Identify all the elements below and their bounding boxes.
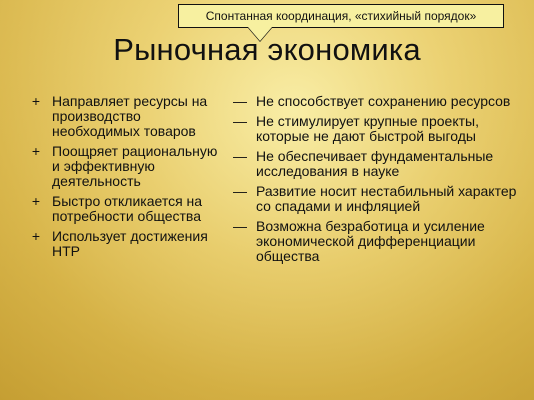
- dash-marker: —: [233, 148, 247, 164]
- cons-item: [232, 94, 518, 109]
- cons-item-text: Не обеспечивает фундаментальные исследования в науке: [256, 148, 494, 179]
- pros-item-text: Использует достижения НТР: [52, 228, 208, 259]
- dash-marker: —: [233, 113, 247, 129]
- cons-item-text: Развитие носит нестабильный характер со спадами и инфляцией: [256, 183, 517, 214]
- plus-marker: +: [31, 143, 41, 159]
- pros-item-text: Направляет ресурсы на производство необходимых товаров: [52, 93, 208, 139]
- cons-item: [232, 114, 518, 144]
- pros-item: [28, 194, 224, 224]
- pros-item: [28, 94, 224, 139]
- pros-item-text: Быстро откликается на потребности общества: [52, 193, 203, 224]
- cons-item: [232, 219, 518, 264]
- page-title: Рыночная экономика: [113, 32, 421, 67]
- cons-item-text: Не способствует сохранению ресурсов: [256, 93, 511, 109]
- pros-item: [28, 229, 224, 259]
- cons-item: [232, 184, 518, 214]
- pros-item: [28, 144, 224, 189]
- dash-marker: —: [233, 218, 247, 234]
- cons-list: [232, 94, 518, 269]
- dash-marker: —: [233, 183, 247, 199]
- callout-box: [178, 4, 504, 28]
- cons-item: [232, 149, 518, 179]
- dash-marker: —: [233, 93, 247, 109]
- cons-item-text: Возможна безработица и усиление экономической дифференциации общества: [256, 218, 485, 264]
- plus-marker: +: [31, 228, 41, 244]
- pros-list: [28, 94, 224, 264]
- callout-text: Спонтанная координация, «стихийный порядок»: [205, 9, 477, 23]
- plus-marker: +: [31, 93, 41, 109]
- plus-marker: +: [31, 193, 41, 209]
- cons-item-text: Не стимулирует крупные проекты, которые не дают быстрой выгоды: [256, 113, 479, 144]
- pros-item-text: Поощряет рациональную и эффективную деятельность: [52, 143, 218, 189]
